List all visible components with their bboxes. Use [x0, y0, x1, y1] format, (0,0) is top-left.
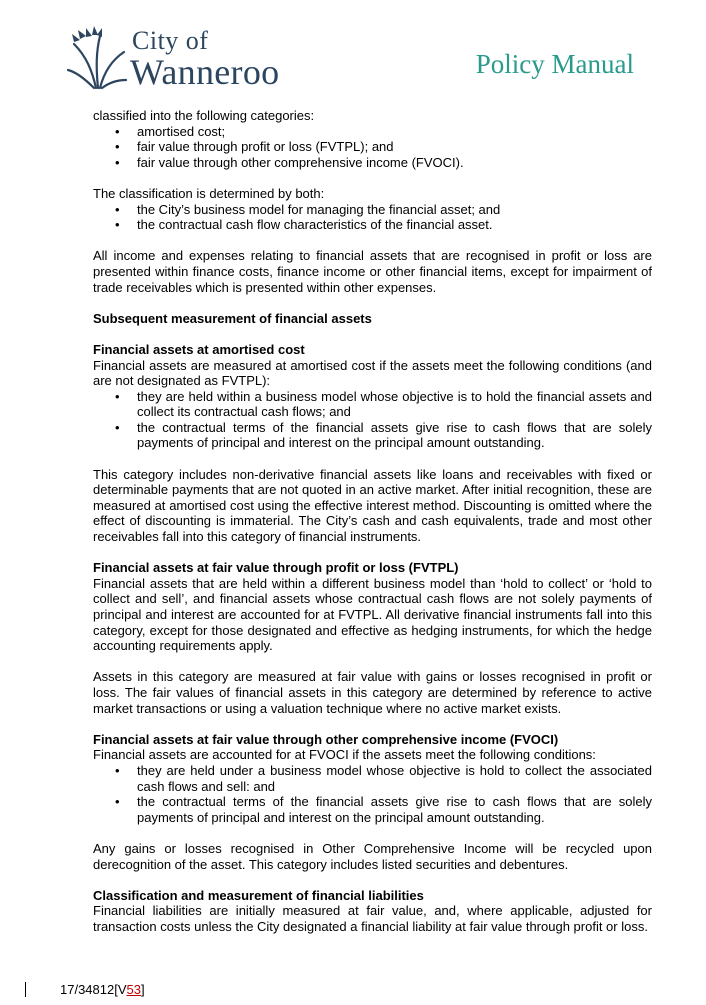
amortised-cost-intro: Financial assets are measured at amortised cost if the assets meet the following conditions (and are not designated as FVTPL):: [93, 357, 652, 389]
bullet-icon: •: [115, 123, 120, 139]
classification-intro: The classification is determined by both:: [93, 185, 325, 201]
fvtpl-paragraph-1: Financial assets that are held within a different business model than ‘hold to collect’ or ‘hold to collect and sell’, and financial assets whose contractual cash flows are not solely payments of principal and interest are accounted for at FVTPL. All derivative financial instruments fall into this category, except for those designated and effective as hedging instruments, for which the hedge accounting requirements apply.: [93, 575, 652, 654]
bullet-icon: •: [115, 154, 120, 170]
fvoci-intro: Financial assets are accounted for at FVOCI if the assets meet the following conditions:: [93, 747, 596, 763]
amortised-cost-heading: Financial assets at amortised cost: [93, 341, 305, 357]
page-footer: [0, 979, 706, 999]
fvoci-conditions: [93, 763, 652, 825]
amortised-cost-paragraph: This category includes non-derivative financial assets like loans and receivables with fixed or determinable payments that are not quoted in an active market. After initial recognition, these are measured at amortised cost using the effective interest method. Discounting is omitted where the effect of discounting is immaterial. The City’s cash and cash equivalents, trade and most other receivables fall into this category of financial instruments.: [93, 466, 652, 545]
list-item: • the contractual terms of the financial assets give rise to cash flows that are solely payments of principal and interest on the principal amount outstanding.: [115, 794, 652, 825]
list-item: • they are held within a business model whose objective is to hold the financial assets and collect its contractual cash flows; and: [115, 388, 652, 420]
policy-manual-title: Policy Manual: [475, 49, 634, 79]
document-version: 53: [126, 982, 141, 997]
list-item: • the contractual terms of the financial assets give rise to cash flows that are solely payments of principal and interest on the principal amount outstanding.: [115, 419, 652, 451]
income-paragraph: All income and expenses relating to financial assets that are recognised in profit or loss are presented within finance costs, finance income or other financial items, except for impairment of trade receivables which is presented within other expenses.: [93, 248, 652, 295]
list-item: • the contractual cash flow characteristics of the financial asset.: [115, 217, 493, 233]
bullet-icon: •: [115, 794, 120, 810]
bullet-icon: •: [115, 419, 120, 435]
logo-text-city-of: City of: [132, 26, 209, 55]
financial-liabilities-paragraph: Financial liabilities are initially measured at fair value, and, where applicable, adjusted for transaction costs unless the City designated a financial liability at fair value through profit or loss.: [93, 903, 652, 934]
logo-text-wanneroo: Wanneroo: [130, 52, 280, 92]
page-header: [0, 0, 706, 100]
fvoci-heading: Financial assets at fair value through other comprehensive income (FVOCI): [93, 731, 559, 747]
document-reference: 17/34812[V53]: [60, 982, 145, 997]
bullet-icon: •: [115, 201, 120, 217]
categories-list: [93, 124, 652, 171]
categories-intro: classified into the following categories:: [93, 108, 315, 123]
subsequent-measurement-heading: Subsequent measurement of financial assets: [93, 310, 372, 326]
list-item: • they are held under a business model whose objective is hold to collect the associated cash flows and sell: and: [115, 762, 652, 794]
grass-tree-icon: [66, 26, 128, 92]
document-body: [93, 108, 652, 934]
list-item: • fair value through profit or loss (FVTPL); and: [115, 139, 394, 155]
classification-list: [93, 202, 652, 233]
list-item: • the City’s business model for managing the financial asset; and: [115, 201, 501, 217]
city-of-wanneroo-logo: [66, 26, 296, 92]
bullet-icon: •: [115, 217, 120, 233]
fvtpl-paragraph-2: Assets in this category are measured at fair value with gains or losses recognised in profit or loss. The fair values of financial assets in this category are determined by reference to active market transactions or using a valuation technique where no active market exists.: [93, 669, 652, 716]
list-item: • amortised cost;: [115, 123, 226, 139]
change-bar: [25, 982, 26, 997]
amortised-cost-conditions: [93, 389, 652, 451]
bullet-icon: •: [115, 139, 120, 155]
fvtpl-heading: Financial assets at fair value through profit or loss (FVTPL): [93, 560, 459, 576]
list-item: • fair value through other comprehensive income (FVOCI).: [115, 154, 464, 170]
financial-liabilities-heading: Classification and measurement of financial liabilities: [93, 887, 424, 903]
bullet-icon: •: [115, 388, 120, 404]
fvoci-paragraph: Any gains or losses recognised in Other Comprehensive Income will be recycled upon derecognition of the asset. This category includes listed securities and debentures.: [93, 840, 652, 872]
bullet-icon: •: [115, 762, 120, 778]
